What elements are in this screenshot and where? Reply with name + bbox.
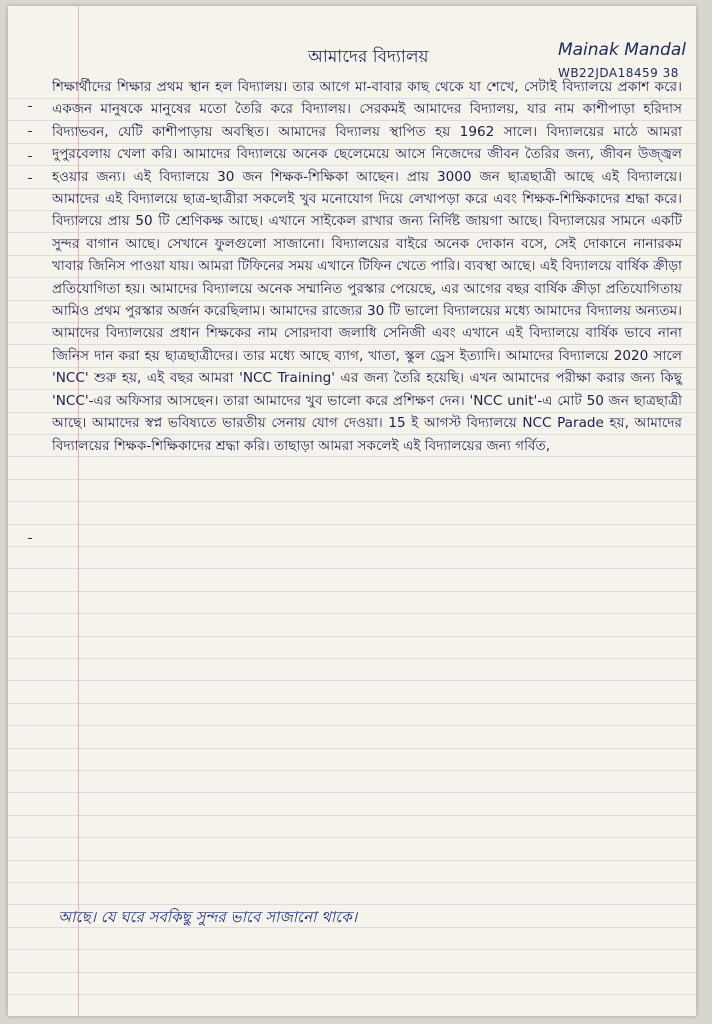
ruled-line [8,725,696,726]
ruled-line [8,815,696,816]
ruled-line [8,636,696,637]
ruled-line [8,524,696,525]
ruled-line [8,994,696,995]
ruled-line [8,972,696,973]
ruled-line [8,949,696,950]
ruled-line [8,680,696,681]
roll-number: WB22JDA18459 38 [557,66,679,80]
ruled-line [8,860,696,861]
ruled-line [8,658,696,659]
ruled-line [8,904,696,905]
ruled-line [8,792,696,793]
ruled-line [8,748,696,749]
ruled-line [8,568,696,569]
ruled-line [8,546,696,547]
notebook-page [8,6,696,1016]
ruled-line [8,501,696,502]
essay-closing-line: আছে। যে ঘরে সবকিছু সুন্দর ভাবে সাজানো থাকে। [58,908,358,926]
ruled-line [8,479,696,480]
essay-title: আমাদের বিদ্যালয় [308,47,429,67]
ruled-line [8,882,696,883]
essay-paragraph: শিক্ষার্থীদের শিক্ষার প্রথম স্থান হল বিদ্যালয়। তার আগে মা-বাবার কাছ থেকে যা শেখে, সেটাই বিদ্যালয়ে প্রকাশ করে। একজন মানুষকে মানুষের মতো তৈরি করে বিদ্যালয়। সেরকমই আমাদের বিদ্যালয়, যার নাম কাশীপাড়া হরিদাস বিদ্যাভবন, যেটি কাশীপাড়ায় অবস্থিত। আমাদের বিদ্যালয় স্থাপিত হয় 1962 সালে। বিদ্যালয়ের মাঠে আমরা দুপুরবেলায় খেলা করি। আমাদের বিদ্যালয়ে অনেক ছেলেমেয়ে আসে নিজেদের জীবন তৈরির জন্য, জীবন উজ্জ্বল হওয়ার জন্য। এই বিদ্যালয়ে 30 জন শিক্ষক-শিক্ষিকা আছেন। প্রায় 3000 জন ছাত্রছাত্রী আছে এই বিদ্যালয়ে। আমাদের এই বিদ্যালয়ে ছাত্র-ছাত্রীরা সকলেই খুব মনোযোগ দিয়ে লেখাপড়া করে এবং শিক্ষক-শিক্ষিকাদের শ্রদ্ধা করে। বিদ্যালয়ে প্রায় 50 টি শ্রেণিকক্ষ আছে। এখানে সাইকেল রাখার জন্য নির্দিষ্ট জায়গা আছে। বিদ্যালয়ের সামনে একটি সুন্দর বাগান আছে। সেখানে ফুলগুলো সাজানো। বিদ্যালয়ের বাইরে অনেক দোকান বসে, সেই দোকানে নানারকম খাবার জিনিস পাওয়া যায়। আমরা টিফিনের সময় এখানে টিফিন খেতে পারি। ব্যবস্থা আছে। এই বিদ্যালয়ে বার্ষিক ক্রীড়া প্রতিযোগিতা হয়। আমাদের বিদ্যালয়ে অনেক সম্মানিত পুরস্কার পেয়েছে, এর আগের বছর বার্ষিক ক্রীড়া প্রতিযোগিতায় আমিও প্রথম পুরস্কার অর্জন করেছিলাম। আমাদের রাজ্যের 30 টি ভালো বিদ্যালয়ের মধ্যে আমাদের বিদ্যালয় অন্যতম। আমাদের বিদ্যালয়ের প্রধান শিক্ষকের নাম সোরদাবা জলাধি সেনিজী এবং এখানে এই বিদ্যালয়ে বার্ষিক ভাবে নানা জিনিস দান করা হয় ছাত্রছাত্রীদের। তার মধ্যে আছে ব্যাগ, খাতা, স্কুল ড্রেস ইত্যাদি। আমাদের বিদ্যালয়ে 2020 সালে 'NCC' শুরু হয়, এই বছর আমরা 'NCC Training' এর জন্য তৈরি হয়েছি। এখন আমাদের পরীক্ষা করার জন্য কিছু 'NCC'-এর অফিসার আসছেন। তারা আমাদের খুব ভালো করে প্রশিক্ষণ দেন। 'NCC unit'-এ মোট 50 জন ছাত্রছাত্রী আছে। আমাদের স্বপ্ন ভবিষ্যতে ভারতীয় সেনায় যোগ দেওয়া। 15 ই আগস্ট বিদ্যালয়ে NCC Parade হয়, আমাদের বিদ্যালয়ের শিক্ষক-শিক্ষিকাদের শ্রদ্ধা করি। তাছাড়া আমরা সকলেই এই বিদ্যালয়ের জন্য গর্বিত, [52,79,682,454]
ruled-line [8,837,696,838]
essay-body [52,76,682,457]
ruled-line [8,770,696,771]
ruled-line [8,703,696,704]
ruled-line [8,591,696,592]
author-name: Mainak Mandal [557,40,686,60]
author-block [558,40,686,80]
ruled-line [8,613,696,614]
